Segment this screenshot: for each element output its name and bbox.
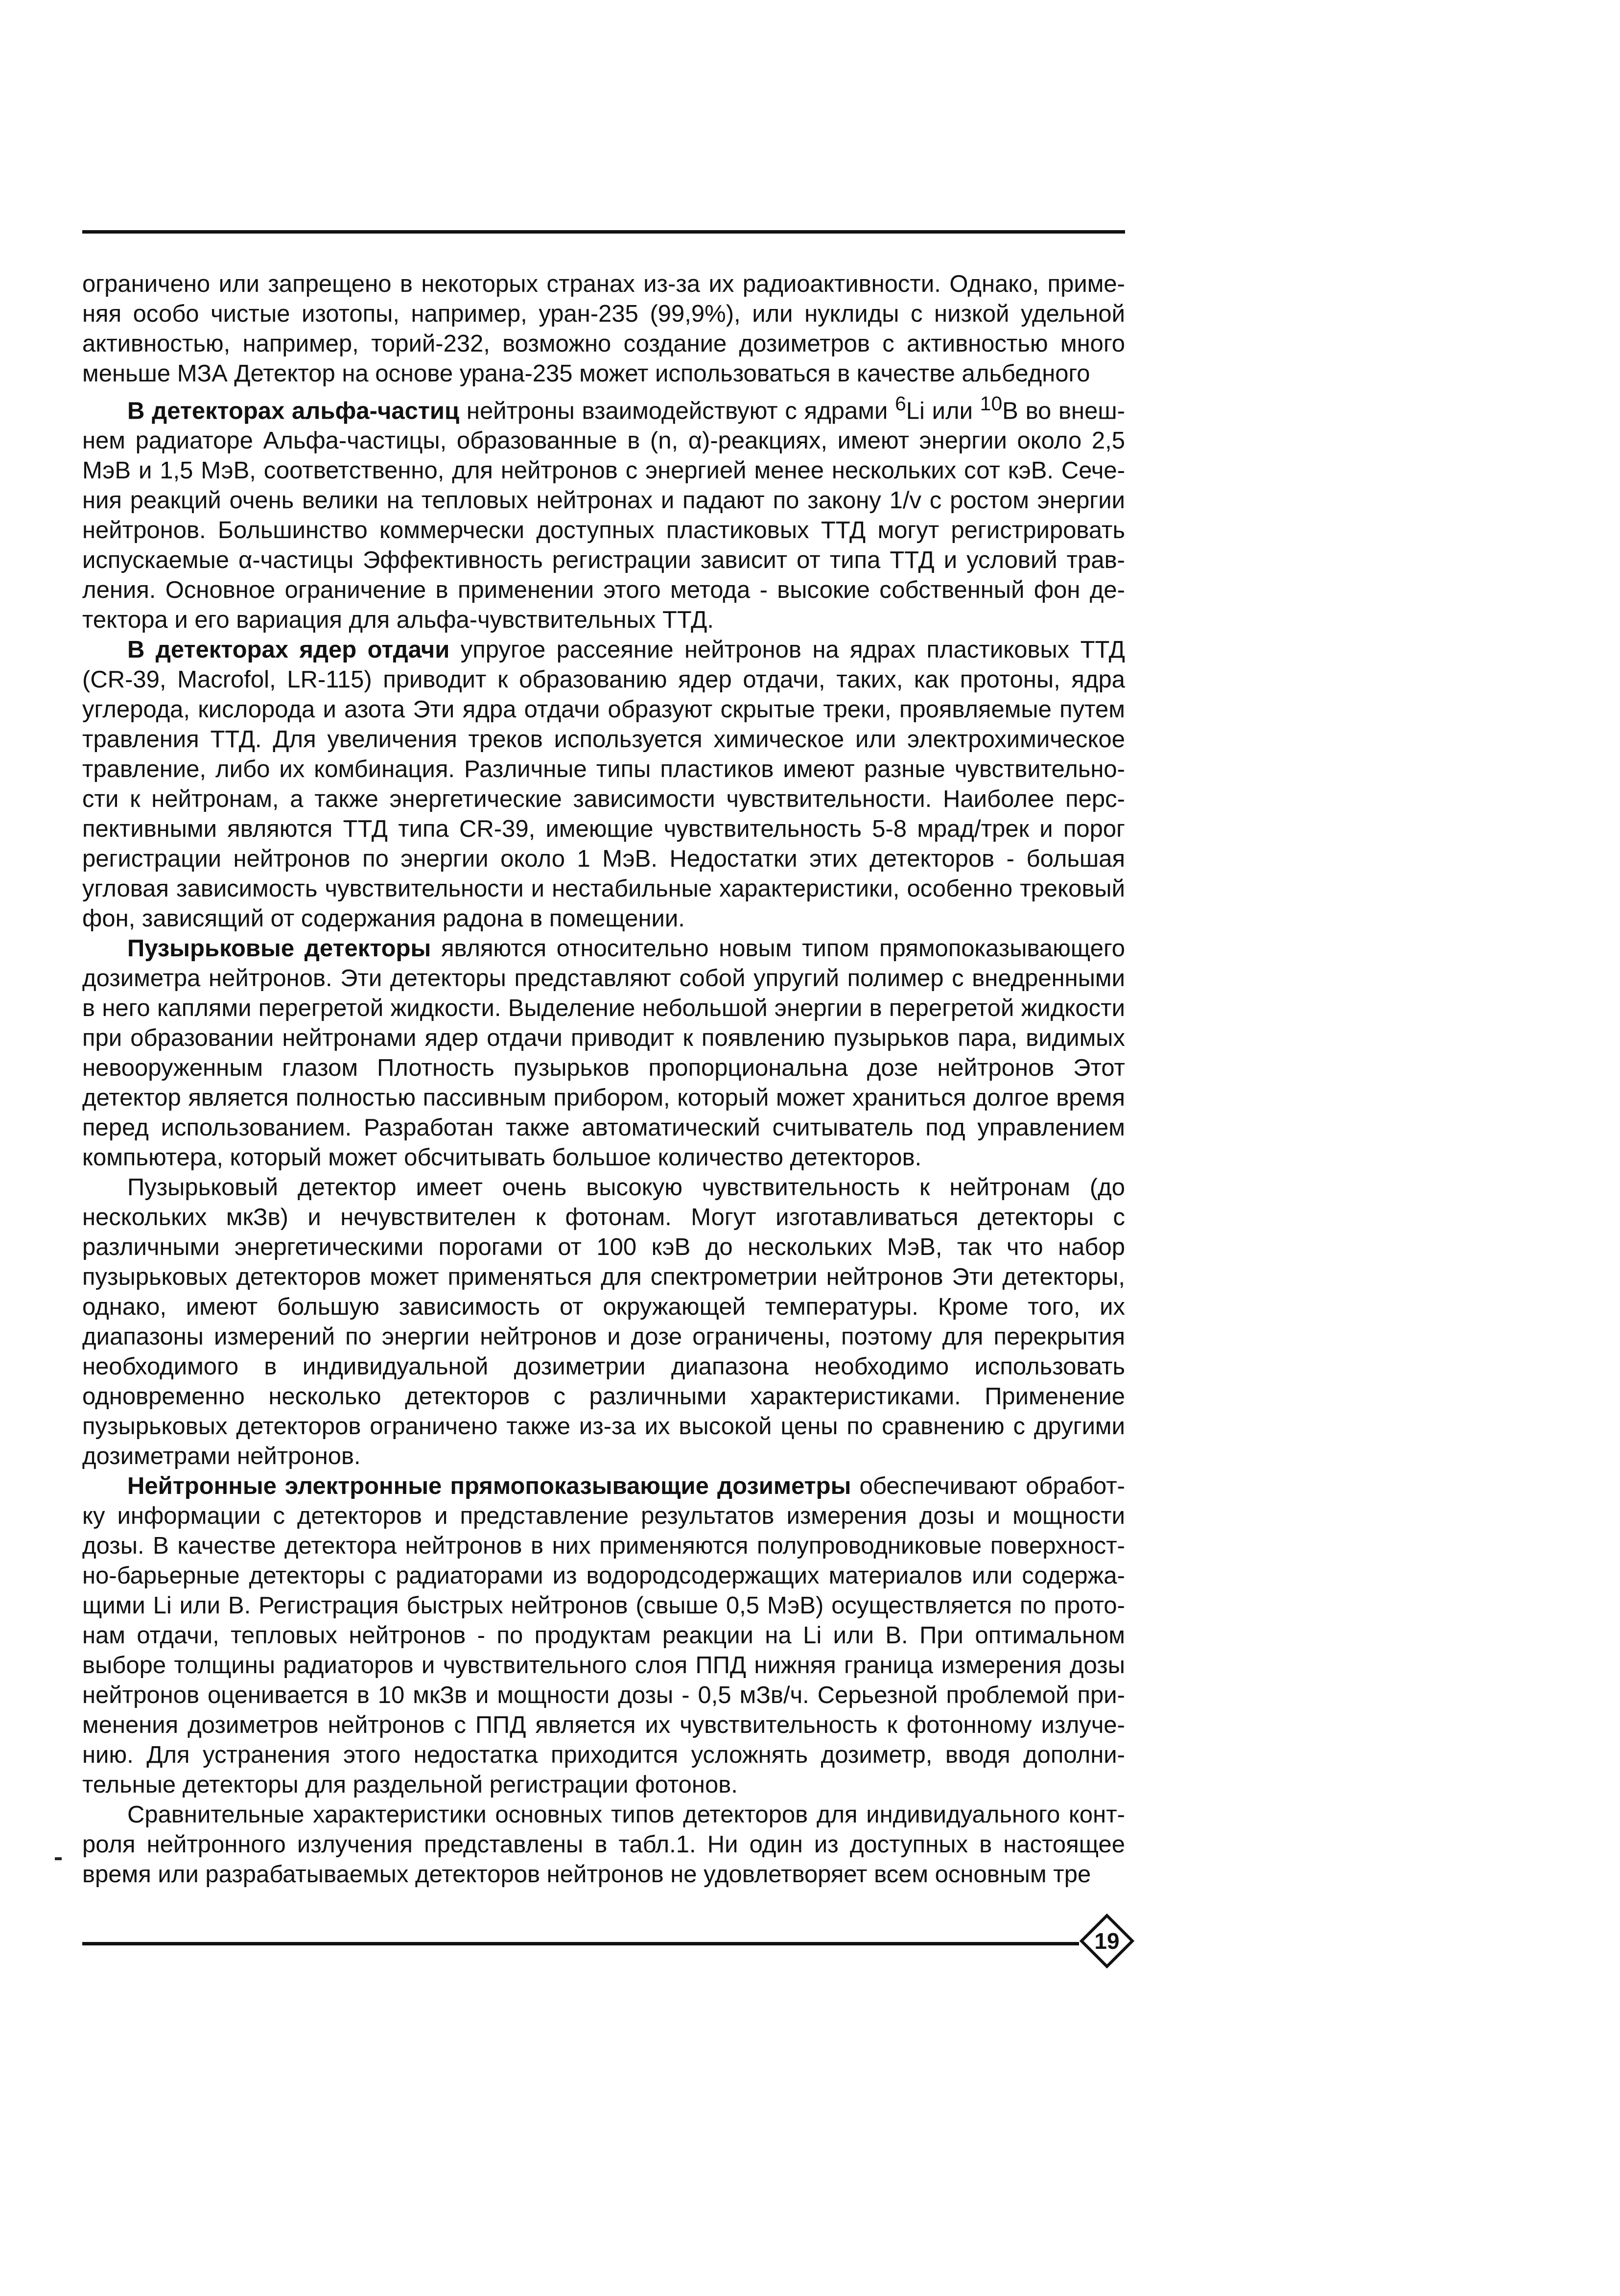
paragraph-text: Пузырьковый детектор имеет очень высокую чувствительность к нейтронам (до нескольких мкЗв) и нечувствителен к фотонам. Могут изготавливаться детекторы с различными энергетическими порогами от 100 кэВ до нескольких МэВ, так что набор пузырьковых детекторов может применяться для спектрометрии нейтронов Эти детекторы, однако, имеют большую зависимость от окружающей температуры. Кроме того, их диапазоны измерений по энергии нейтронов и дозе ограничены, поэтому для перекрытия необходимого в индивидуальной дозиметрии диапазона необходимо использовать одновременно несколько детекторов с различными характеристиками. Применение пузырьковых детекторов ограничено также из-за их высокой цены по сравнению с другими дозиметрами нейтронов.: [82, 1174, 1125, 1470]
paragraph-heading: Нейтронные электронные прямопоказывающие дозиметры: [127, 1473, 851, 1500]
header-rule: [82, 230, 1125, 234]
isotope-mass-number: 6: [895, 392, 906, 415]
paragraph-text: являются относительно новым типом прямопоказывающего дозиметра нейтронов. Эти детекторы представляют собой упругий полимер с внедренными в него каплями перегретой жидкости. Выделение небольшой энергии в перегретой жидкости при образовании нейтронами ядер отдачи приводит к появлению пузырьков пара, видимых невооруженным глазом Плотность пузырьков пропорциональна дозе нейтронов Этот детектор является полностью пассивным прибором, который может храниться долгое время перед использованием. Разработан также автоматический считыватель под управлением компьютера, который может обсчитывать большое количество детекторов.: [82, 935, 1125, 1171]
paragraph-text: Li или: [906, 398, 980, 425]
paragraph-text: B во внешнем радиаторе Альфа-частицы, образованные в (n, α)-реакциях, имеют энергии около 2,5 МэВ и 1,5 МэВ, соответственно, для нейтронов с энергией менее нескольких сот кэВ. Сечения реакций очень велики на тепловых нейтронах и падают по закону 1/v с ростом энергии нейтронов. Большинство коммерчески доступных пластиковых ТТД могут регистрировать испускаемые α-частицы Эффективность регистрации зависит от типа ТТД и условий травления. Основное ограничение в применении этого метода - высокие собственный фон детектора и его вариация для альфа-чувствительных ТТД.: [82, 398, 1126, 634]
paragraph-electronic-dosimeters: [82, 1471, 1125, 1800]
paragraph-text: обеспечивают обработку информации с детекторов и представление результатов измерения дозы и мощности дозы. В качестве детектора нейтронов в них применяются полупроводниковые поверхностно-барьерные детекторы с радиаторами из водородсодержащих материалов или содержащими Li или B. Регистрация быстрых нейтронов (свыше 0,5 МэВ) осуществляется по протонам отдачи, тепловых нейтронов - по продуктам реакции на Li или B. При оптимальном выборе толщины радиаторов и чувствительного слоя ППД нижняя граница измерения дозы нейтронов оценивается в 10 мкЗв и мощности дозы - 0,5 мЗв/ч. Серьезной проблемой применения дозиметров нейтронов с ППД является их чувствительность к фотонному излучению. Для устранения этого недостатка приходится усложнять дозиметр, вводя дополнительные детекторы для раздельной регистрации фотонов.: [82, 1473, 1125, 1799]
paragraph-heading: В детекторах альфа-частиц: [127, 398, 460, 425]
footer-rule: [82, 1942, 1079, 1945]
paragraph-comparison: [82, 1800, 1125, 1890]
body-text: [82, 269, 1125, 1890]
paragraph-recoil-detectors: [82, 635, 1125, 934]
paragraph-text: ограничено или запрещено в некоторых странах из-за их радиоактивности. Однако, применяя особо чистые изотопы, например, уран-235 (99,9%), или нуклиды с низкой удельной активностью, например, торий-232, возможно создание дозиметров с активностью много меньше МЗА Детектор на основе урана-235 может использоваться в качестве альбедного: [82, 271, 1125, 387]
page-number: 19: [1094, 1928, 1120, 1954]
paragraph-bubble-sensitivity: [82, 1173, 1125, 1471]
paragraph-text: нейтроны взаимодействуют с ядрами: [459, 398, 895, 425]
paragraph-text: упругое рассеяние нейтронов на ядрах пластиковых ТТД (CR-39, Macrofol, LR-115) приводит к образованию ядер отдачи, таких, как протоны, ядра углерода, кислорода и азота Эти ядра отдачи образуют скрытые треки, проявляемые путем травления ТТД. Для увеличения треков используется химическое или электрохимическое травление, либо их комбинация. Различные типы пластиков имеют разные чувствительности к нейтронам, а также энергетические зависимости чувствительности. Наиболее перспективными являются ТТД типа CR-39, имеющие чувствительность 5-8 мрад/трек и порог регистрации нейтронов по энергии около 1 МэВ. Недостатки этих детекторов - большая угловая зависимость чувствительности и нестабильные характеристики, особенно трековый фон, зависящий от содержания радона в помещении.: [82, 637, 1125, 932]
paragraph-continuation: [82, 269, 1125, 389]
paragraph-text: Сравнительные характеристики основных типов детекторов для индивидуального контроля нейтронного излучения представлены в табл.1. Ни один из доступных в настоящее время или разрабатываемых детекторов нейтронов не удовлетворяет всем основным тре: [82, 1801, 1125, 1888]
paragraph-bubble-detectors: [82, 934, 1125, 1173]
paragraph-alpha-detectors: [82, 389, 1125, 635]
paragraph-heading: В детекторах ядер отдачи: [127, 637, 450, 663]
margin-mark: [55, 1857, 62, 1860]
isotope-mass-number: 10: [980, 392, 1003, 415]
paragraph-heading: Пузырьковые детекторы: [127, 935, 431, 962]
